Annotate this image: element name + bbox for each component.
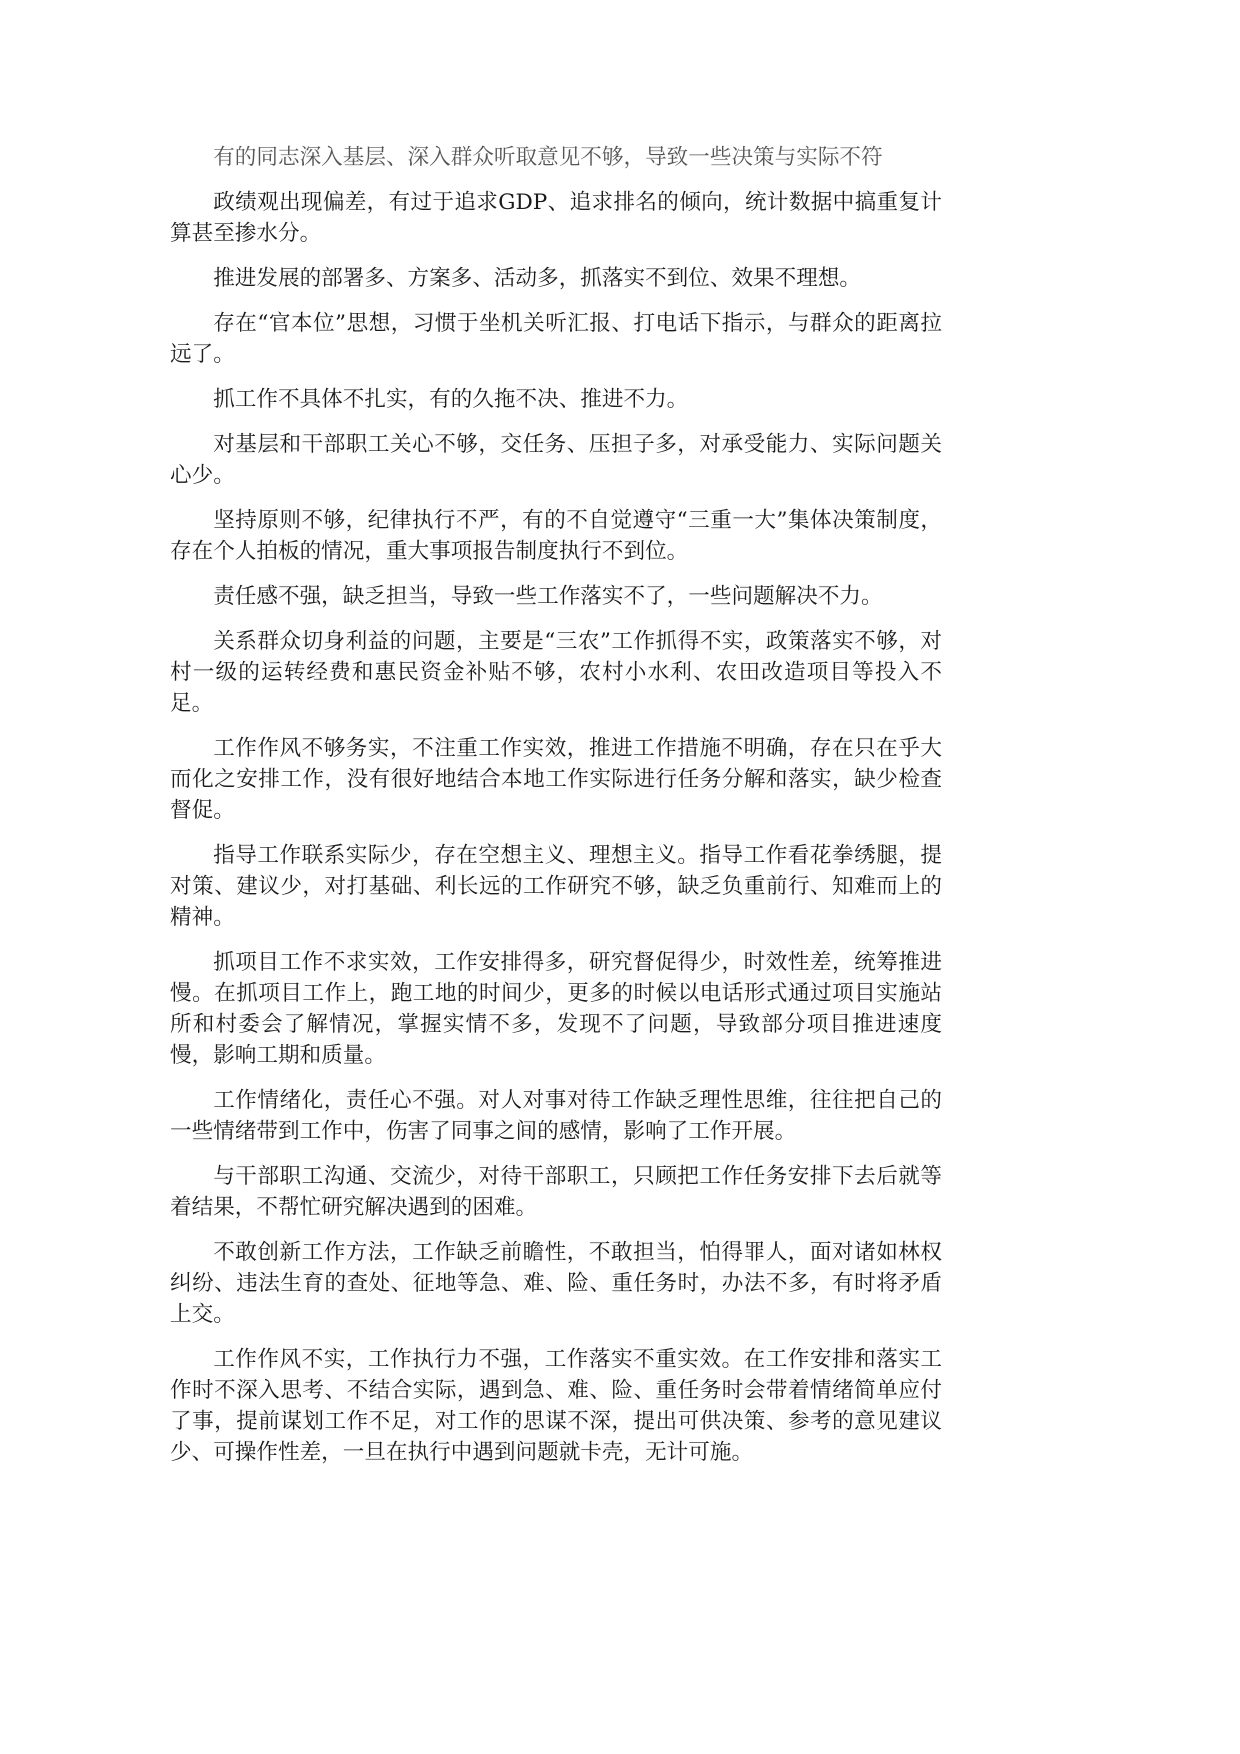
paragraph: 指导工作联系实际少，存在空想主义、理想主义。指导工作看花拳绣腿，提对策、建议少，对打基础、利长远的工作研究不够，缺乏负重前行、知难而上的精神。 — [170, 843, 942, 930]
paragraph: 工作情绪化，责任心不强。对人对事对待工作缺乏理性思维，往往把自己的一些情绪带到工作中，伤害了同事之间的感情，影响了工作开展。 — [170, 1088, 942, 1144]
paragraph: 抓项目工作不求实效，工作安排得多，研究督促得少，时效性差，统筹推进慢。在抓项目工作上，跑工地的时间少，更多的时候以电话形式通过项目实施站所和村委会了解情况，掌握实情不多，发现不了问题，导致部分项目推进速度慢，影响工期和质量。 — [170, 950, 942, 1068]
paragraph: 推进发展的部署多、方案多、活动多，抓落实不到位、效果不理想。 — [213, 266, 862, 291]
paragraph: 责任感不强，缺乏担当，导致一些工作落实不了，一些问题解决不力。 — [213, 584, 883, 609]
paragraph: 关系群众切身利益的问题，主要是“三农”工作抓得不实，政策落实不够，对村一级的运转经费和惠民资金补贴不够，农村小水利、农田改造项目等投入不足。 — [170, 629, 942, 716]
paragraph: 坚持原则不够，纪律执行不严，有的不自觉遵守“三重一大”集体决策制度，存在个人拍板的情况，重大事项报告制度执行不到位。 — [170, 508, 942, 564]
paragraph: 对基层和干部职工关心不够，交任务、压担子多，对承受能力、实际问题关心少。 — [170, 432, 942, 488]
paragraph: 有的同志深入基层、深入群众听取意见不够，导致一些决策与实际不符 — [213, 145, 883, 170]
paragraph: 工作作风不实，工作执行力不强，工作落实不重实效。在工作安排和落实工作时不深入思考、不结合实际，遇到急、难、险、重任务时会带着情绪简单应付了事，提前谋划工作不足，对工作的思谋不深，提出可供决策、参考的意见建议少、可操作性差，一旦在执行中遇到问题就卡壳，无计可施。 — [170, 1347, 942, 1465]
paragraph: 工作作风不够务实，不注重工作实效，推进工作措施不明确，存在只在乎大而化之安排工作，没有很好地结合本地工作实际进行任务分解和落实，缺少检查督促。 — [170, 736, 942, 823]
paragraph: 不敢创新工作方法，工作缺乏前瞻性，不敢担当，怕得罪人，面对诸如林权纠纷、违法生育的查处、征地等急、难、险、重任务时，办法不多，有时将矛盾上交。 — [170, 1240, 942, 1327]
document-body — [170, 142, 942, 1482]
paragraph: 抓工作不具体不扎实，有的久拖不决、推进不力。 — [213, 387, 689, 412]
paragraph: 政绩观出现偏差，有过于追求GDP、追求排名的倾向，统计数据中搞重复计算甚至掺水分。 — [170, 190, 942, 246]
paragraph: 存在“官本位”思想，习惯于坐机关听汇报、打电话下指示，与群众的距离拉远了。 — [170, 311, 942, 367]
paragraph: 与干部职工沟通、交流少，对待干部职工，只顾把工作任务安排下去后就等着结果，不帮忙研究解决遇到的困难。 — [170, 1164, 942, 1220]
